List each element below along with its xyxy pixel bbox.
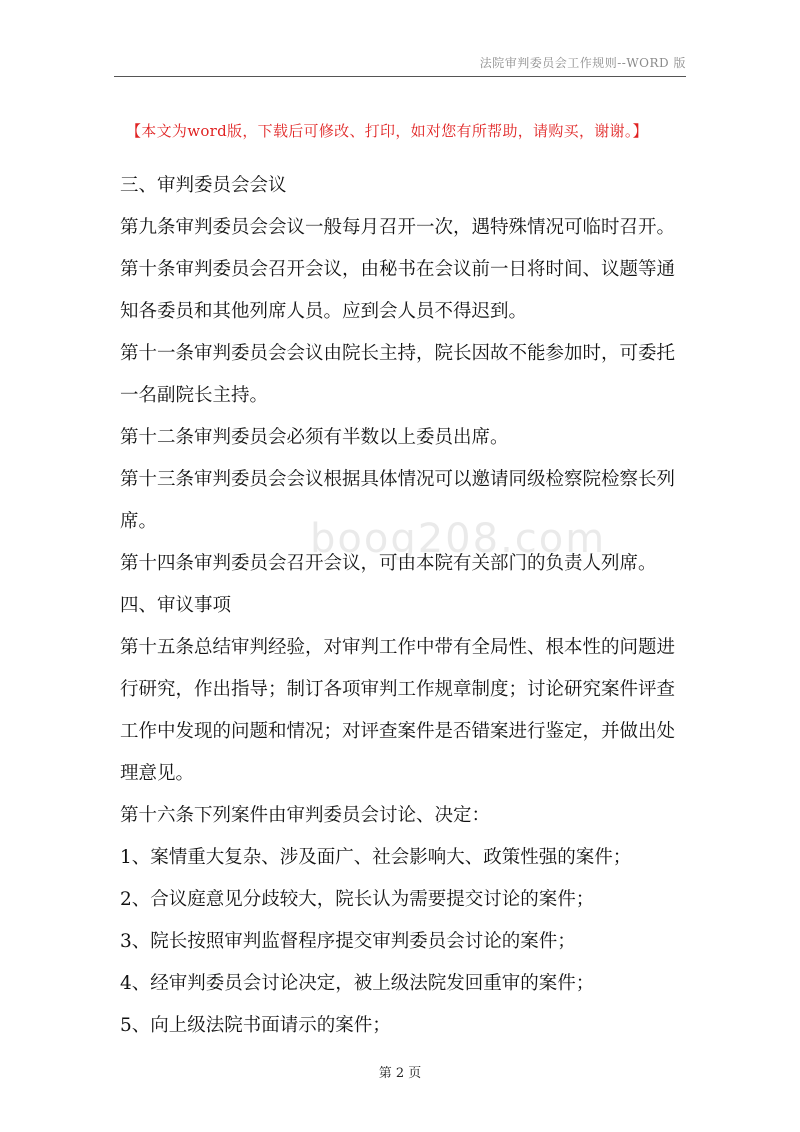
list-item: 4、经审判委员会讨论决定，被上级法院发回重审的案件；: [120, 973, 595, 994]
article-paragraph: 第十五条总结审判经验，对审判工作中带有全局性、根本性的问题进行研究，作出指导；制订各项审判工作规章制度；讨论研究案件评查工作中发现的问题和情况；对评查案件是否错案进行鉴定，并做出处理意见。: [120, 637, 676, 784]
article-paragraph: 第十条审判委员会召开会议，由秘书在会议前一日将时间、议题等通知各委员和其他列席人员。应到会人员不得迟到。: [120, 259, 676, 322]
section-heading: 三、审判委员会会议: [120, 175, 287, 196]
document-body: [120, 165, 688, 1047]
list-item: 1、案情重大复杂、涉及面广、社会影响大、政策性强的案件；: [120, 847, 632, 868]
section-heading: 四、审议事项: [120, 595, 232, 616]
article-paragraph: 第十六条下列案件由审判委员会讨论、决定：: [120, 805, 491, 826]
page-number: 第 2 页: [378, 1066, 422, 1081]
header-divider: [114, 76, 686, 77]
article-paragraph: 第十三条审判委员会会议根据具体情况可以邀请同级检察院检察长列席。: [120, 469, 676, 532]
watermark: boog208.com: [310, 516, 607, 562]
purchase-notice: 【本文为word版，下载后可修改、打印，如对您有所帮助，请购买，谢谢。】: [126, 122, 648, 140]
article-paragraph: 第十二条审判委员会必须有半数以上委员出席。: [120, 427, 509, 448]
list-item: 2、合议庭意见分歧较大，院长认为需要提交讨论的案件；: [120, 889, 595, 910]
list-item: 5、向上级法院书面请示的案件；: [120, 1015, 391, 1036]
running-header: 法院审判委员会工作规则--WORD 版: [479, 56, 686, 70]
article-paragraph: 第十四条审判委员会召开会议，可由本院有关部门的负责人列席。: [120, 553, 657, 574]
article-paragraph: 第十一条审判委员会会议由院长主持，院长因故不能参加时，可委托一名副院长主持。: [120, 343, 676, 406]
list-item: 3、院长按照审判监督程序提交审判委员会讨论的案件；: [120, 931, 576, 952]
article-paragraph: 第九条审判委员会会议一般每月召开一次，遇特殊情况可临时召开。: [120, 217, 676, 238]
